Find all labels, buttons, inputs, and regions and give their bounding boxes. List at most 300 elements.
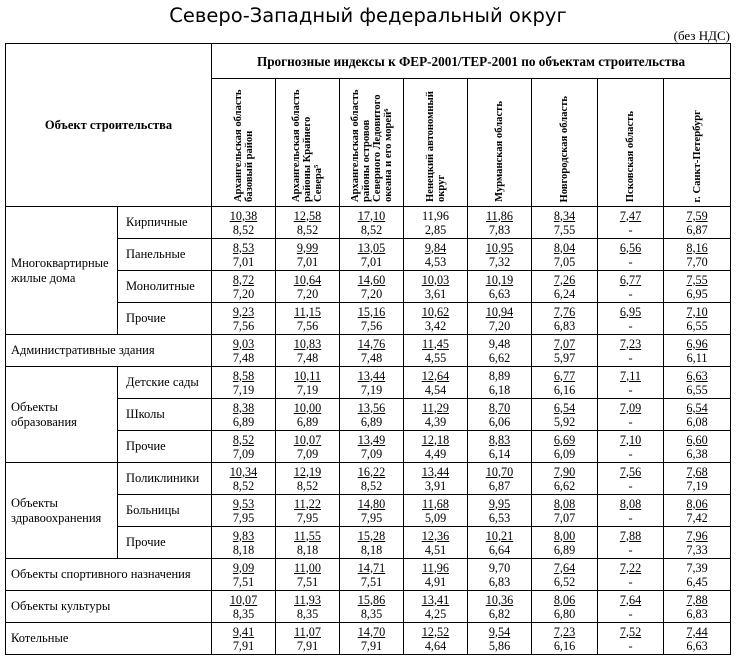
index-value-lower: 7,95 <box>296 510 319 525</box>
index-value-lower: 7,20 <box>488 318 511 333</box>
index-value-upper: 6,63 <box>686 368 708 383</box>
index-value-upper: 13,49 <box>357 432 386 447</box>
index-value-lower: 7,48 <box>360 350 383 365</box>
region-column-header <box>212 79 276 207</box>
region-column-header <box>664 79 731 207</box>
index-value-lower: - <box>628 414 633 429</box>
index-value-lower: 4,53 <box>424 254 447 269</box>
index-cell <box>404 335 468 367</box>
index-value-lower: 6,83 <box>553 318 576 333</box>
index-value-lower: - <box>628 286 633 301</box>
index-value-lower: - <box>628 638 633 653</box>
index-value-lower: 7,07 <box>553 510 576 525</box>
index-value-lower: - <box>628 446 633 461</box>
index-value-lower: 7,32 <box>488 254 511 269</box>
index-value-upper: 7,56 <box>619 464 642 479</box>
indices-header: Прогнозные индексы к ФЕР-2001/ТЕР-2001 по объектам строительства <box>212 44 731 79</box>
region-column-label: Архангельская область районы Крайнего Севера⁵ <box>291 89 324 202</box>
index-cell <box>212 207 276 239</box>
index-value-lower: 7,55 <box>553 222 576 237</box>
object-subtype-label: Больницы <box>118 495 212 527</box>
index-value-upper: 9,83 <box>232 528 255 543</box>
index-cell <box>598 239 664 271</box>
index-value-lower: 5,97 <box>553 350 576 365</box>
index-cell <box>276 495 340 527</box>
index-value-lower: 6,63 <box>488 286 511 301</box>
index-cell <box>532 623 598 655</box>
index-cell <box>212 463 276 495</box>
index-value-upper: 7,64 <box>619 592 642 607</box>
index-value-lower: - <box>628 574 633 589</box>
index-cell <box>532 591 598 623</box>
index-value-upper: 8,83 <box>488 432 511 447</box>
index-value-lower: 7,83 <box>488 222 511 237</box>
index-value-lower: - <box>628 222 633 237</box>
index-value-upper: 7,10 <box>619 432 642 447</box>
page-title: Северо-Западный федеральный округ <box>169 4 567 27</box>
index-value-lower: 2,85 <box>424 222 447 237</box>
index-value-lower: 5,92 <box>553 414 576 429</box>
index-value-upper: 10,38 <box>229 208 258 223</box>
index-value-upper: 7,26 <box>553 272 576 287</box>
region-column-label: Мурманская область <box>494 101 505 202</box>
index-value-lower: 5,09 <box>424 510 447 525</box>
index-cell <box>664 335 731 367</box>
index-value-upper: 17,10 <box>357 208 386 223</box>
index-value-upper: 6,77 <box>553 368 576 383</box>
index-value-upper: 11,68 <box>422 496 449 511</box>
index-value-lower: 7,01 <box>232 254 255 269</box>
index-value-upper: 11,00 <box>294 560 321 575</box>
index-cell <box>532 527 598 559</box>
index-cell <box>276 303 340 335</box>
index-value-upper: 7,68 <box>686 464 708 479</box>
index-cell <box>340 239 404 271</box>
index-value-upper: 7,39 <box>686 560 708 575</box>
index-cell <box>404 623 468 655</box>
index-value-lower: 7,20 <box>232 286 255 301</box>
index-value-upper: 6,60 <box>686 432 708 447</box>
index-value-upper: 7,88 <box>686 592 708 607</box>
object-subtype-label: Прочие <box>118 431 212 463</box>
index-cell <box>598 559 664 591</box>
index-value-lower: 3,61 <box>424 286 447 301</box>
index-value-upper: 9,84 <box>424 240 447 255</box>
index-value-upper: 9,48 <box>488 336 511 351</box>
index-cell <box>664 367 731 399</box>
index-value-lower: - <box>628 318 633 333</box>
index-value-lower: 7,09 <box>296 446 319 461</box>
index-value-lower: 7,51 <box>296 574 319 589</box>
index-cell <box>598 463 664 495</box>
index-value-lower: 4,51 <box>424 542 447 557</box>
index-cell <box>404 367 468 399</box>
index-cell <box>276 335 340 367</box>
index-cell <box>212 303 276 335</box>
index-value-upper: 10,62 <box>421 304 450 319</box>
index-value-upper: 15,16 <box>357 304 386 319</box>
object-subtype-label: Школы <box>118 399 212 431</box>
index-value-upper: 7,11 <box>620 368 641 383</box>
index-cell <box>212 495 276 527</box>
index-value-lower: 4,91 <box>424 574 447 589</box>
index-value-upper: 14,71 <box>357 560 386 575</box>
index-value-upper: 6,95 <box>619 304 642 319</box>
index-value-lower: 7,20 <box>296 286 319 301</box>
index-cell <box>468 431 532 463</box>
index-cell <box>532 239 598 271</box>
index-cell <box>598 271 664 303</box>
object-subtype-label: Детские сады <box>118 367 212 399</box>
index-cell <box>532 303 598 335</box>
index-value-upper: 8,08 <box>619 496 642 511</box>
index-value-lower: 6,38 <box>686 446 708 461</box>
index-value-upper: 7,23 <box>619 336 642 351</box>
index-value-upper: 7,59 <box>686 208 708 223</box>
index-value-upper: 7,96 <box>686 528 708 543</box>
index-value-lower: 6,09 <box>553 446 576 461</box>
index-cell <box>468 335 532 367</box>
index-value-upper: 7,22 <box>619 560 642 575</box>
index-value-lower: 6,87 <box>686 222 708 237</box>
index-value-upper: 8,06 <box>686 496 708 511</box>
index-cell <box>212 559 276 591</box>
region-column-label: Псковская область <box>625 110 636 202</box>
index-cell <box>340 271 404 303</box>
region-column-label: г. Санкт-Петербург <box>691 109 703 202</box>
index-value-lower: 6,52 <box>553 574 576 589</box>
index-value-lower: 7,19 <box>296 382 319 397</box>
index-cell <box>276 271 340 303</box>
index-cell <box>532 367 598 399</box>
index-value-upper: 8,38 <box>232 400 255 415</box>
index-cell <box>404 527 468 559</box>
index-value-upper: 14,60 <box>357 272 386 287</box>
index-cell <box>340 207 404 239</box>
index-cell <box>340 623 404 655</box>
index-value-upper: 9,41 <box>232 624 255 639</box>
index-value-lower: 8,35 <box>232 606 255 621</box>
index-value-lower: 6,82 <box>488 606 511 621</box>
index-value-upper: 7,88 <box>619 528 642 543</box>
index-value-upper: 11,29 <box>422 400 449 415</box>
index-cell <box>664 399 731 431</box>
index-cell <box>532 431 598 463</box>
index-value-upper: 7,64 <box>553 560 576 575</box>
index-value-upper: 10,83 <box>293 336 322 351</box>
index-value-upper: 9,09 <box>232 560 255 575</box>
index-value-lower: 6,89 <box>296 414 319 429</box>
index-value-upper: 13,44 <box>421 464 450 479</box>
index-value-lower: 7,01 <box>296 254 319 269</box>
index-value-upper: 14,80 <box>357 496 386 511</box>
index-value-lower: 6,89 <box>360 414 383 429</box>
index-cell <box>598 207 664 239</box>
index-cell <box>468 367 532 399</box>
table-row <box>6 559 731 591</box>
index-value-upper: 6,96 <box>686 336 708 351</box>
index-cell <box>468 527 532 559</box>
index-value-lower: 8,35 <box>360 606 383 621</box>
index-value-lower: 8,18 <box>296 542 319 557</box>
index-value-upper: 10,64 <box>293 272 322 287</box>
index-value-upper: 13,41 <box>421 592 450 607</box>
index-cell <box>468 399 532 431</box>
index-value-lower: 7,48 <box>232 350 255 365</box>
index-value-lower: 3,91 <box>424 478 447 493</box>
index-value-upper: 8,00 <box>553 528 576 543</box>
index-value-lower: - <box>628 606 633 621</box>
index-value-upper: 8,89 <box>488 368 511 383</box>
index-value-upper: 8,08 <box>553 496 576 511</box>
index-value-lower: 6,16 <box>553 638 576 653</box>
index-value-lower: 6,87 <box>488 478 511 493</box>
index-value-lower: 6,89 <box>232 414 255 429</box>
index-value-lower: 6,16 <box>553 382 576 397</box>
index-value-upper: 12,52 <box>421 624 450 639</box>
index-value-upper: 12,19 <box>293 464 322 479</box>
index-cell <box>276 239 340 271</box>
index-cell <box>468 271 532 303</box>
index-cell <box>404 207 468 239</box>
index-cell <box>276 591 340 623</box>
index-cell <box>664 495 731 527</box>
object-group-label: Объекты спортивного назначения <box>6 559 212 591</box>
index-value-lower: 7,91 <box>232 638 255 653</box>
table-row <box>6 335 731 367</box>
index-value-lower: 7,48 <box>296 350 319 365</box>
index-value-upper: 6,77 <box>619 272 642 287</box>
index-cell <box>664 463 731 495</box>
index-cell <box>664 431 731 463</box>
index-cell <box>404 399 468 431</box>
index-cell <box>276 399 340 431</box>
object-subtype-label: Монолитные <box>118 271 212 303</box>
index-cell <box>598 623 664 655</box>
index-cell <box>468 303 532 335</box>
index-cell <box>212 623 276 655</box>
index-cell <box>598 591 664 623</box>
region-column-label: Ненецкий автономный округ <box>424 91 447 202</box>
index-cell <box>664 239 731 271</box>
index-cell <box>532 399 598 431</box>
index-cell <box>532 559 598 591</box>
index-cell <box>276 367 340 399</box>
index-value-lower: 8,52 <box>296 478 319 493</box>
index-value-lower: - <box>628 542 633 557</box>
index-value-lower: 7,09 <box>232 446 255 461</box>
index-cell <box>340 527 404 559</box>
index-value-upper: 8,52 <box>232 432 255 447</box>
index-value-upper: 9,03 <box>232 336 255 351</box>
index-value-upper: 9,70 <box>488 560 511 575</box>
index-value-upper: 11,96 <box>422 208 449 223</box>
index-value-lower: 4,25 <box>424 606 447 621</box>
index-value-upper: 8,70 <box>488 400 511 415</box>
index-cell <box>532 207 598 239</box>
index-value-lower: 6,83 <box>488 574 511 589</box>
index-value-upper: 11,96 <box>422 560 449 575</box>
index-cell <box>532 335 598 367</box>
index-value-lower: 4,49 <box>424 446 447 461</box>
index-value-lower: 7,19 <box>686 478 708 493</box>
index-value-lower: - <box>628 382 633 397</box>
index-value-upper: 7,55 <box>686 272 708 287</box>
index-value-lower: - <box>628 350 633 365</box>
object-subtype-label: Прочие <box>118 527 212 559</box>
object-group-label: Котельные <box>6 623 212 655</box>
index-value-upper: 8,04 <box>553 240 576 255</box>
object-group-label: Многоквартирные жилые дома <box>6 207 118 335</box>
index-value-lower: 6,62 <box>488 350 511 365</box>
index-value-lower: 8,52 <box>360 222 383 237</box>
index-value-upper: 8,34 <box>553 208 576 223</box>
index-value-lower: 6,89 <box>553 542 576 557</box>
index-value-lower: 7,70 <box>686 254 708 269</box>
index-cell <box>404 239 468 271</box>
index-value-upper: 12,18 <box>421 432 450 447</box>
index-cell <box>664 623 731 655</box>
index-value-upper: 10,34 <box>229 464 258 479</box>
index-value-lower: 6,55 <box>686 318 708 333</box>
index-value-upper: 11,45 <box>422 336 449 351</box>
index-value-lower: 7,19 <box>232 382 255 397</box>
index-cell <box>276 431 340 463</box>
index-cell <box>404 559 468 591</box>
index-cell <box>404 271 468 303</box>
index-value-lower: 6,18 <box>488 382 511 397</box>
index-value-lower: 3,42 <box>424 318 447 333</box>
index-value-lower: 6,53 <box>488 510 511 525</box>
region-column-header <box>468 79 532 207</box>
index-cell <box>212 367 276 399</box>
index-value-lower: 8,18 <box>232 542 255 557</box>
index-value-upper: 8,06 <box>553 592 576 607</box>
index-value-upper: 7,47 <box>619 208 642 223</box>
index-cell <box>404 591 468 623</box>
table-row <box>6 591 731 623</box>
index-value-upper: 13,56 <box>357 400 386 415</box>
region-column-header <box>276 79 340 207</box>
index-value-upper: 16,22 <box>357 464 386 479</box>
region-column-header <box>532 79 598 207</box>
index-cell <box>598 367 664 399</box>
index-value-lower: 4,64 <box>424 638 447 653</box>
index-value-lower: 7,95 <box>232 510 255 525</box>
index-cell <box>276 463 340 495</box>
object-subtype-label: Панельные <box>118 239 212 271</box>
index-cell <box>468 207 532 239</box>
index-cell <box>664 591 731 623</box>
index-value-lower: - <box>628 510 633 525</box>
index-cell <box>340 559 404 591</box>
index-value-upper: 6,56 <box>619 240 642 255</box>
index-cell <box>340 399 404 431</box>
index-value-upper: 12,64 <box>421 368 450 383</box>
index-value-upper: 7,09 <box>619 400 642 415</box>
index-cell <box>468 591 532 623</box>
index-value-lower: 6,55 <box>686 382 708 397</box>
index-cell <box>664 559 731 591</box>
index-value-lower: 6,08 <box>686 414 708 429</box>
index-value-lower: 7,09 <box>360 446 383 461</box>
index-value-lower: 6,63 <box>686 638 708 653</box>
index-value-upper: 9,53 <box>232 496 255 511</box>
index-value-upper: 9,23 <box>232 304 255 319</box>
index-value-lower: 7,56 <box>360 318 383 333</box>
index-value-upper: 8,16 <box>686 240 708 255</box>
vat-note: (без НДС) <box>673 28 730 43</box>
index-value-lower: 7,91 <box>360 638 383 653</box>
object-subtype-label: Кирпичные <box>118 207 212 239</box>
index-value-lower: 7,91 <box>296 638 319 653</box>
index-value-upper: 8,58 <box>232 368 255 383</box>
index-value-lower: 8,52 <box>360 478 383 493</box>
index-value-upper: 15,28 <box>357 528 386 543</box>
index-cell <box>340 303 404 335</box>
index-cell <box>212 399 276 431</box>
index-value-upper: 7,44 <box>686 624 708 639</box>
index-value-upper: 9,99 <box>296 240 319 255</box>
index-value-upper: 10,21 <box>485 528 514 543</box>
index-cell <box>276 559 340 591</box>
index-value-lower: 8,18 <box>360 542 383 557</box>
index-value-upper: 14,76 <box>357 336 386 351</box>
index-cell <box>340 431 404 463</box>
index-value-lower: 7,95 <box>360 510 383 525</box>
object-group-label: Объекты культуры <box>6 591 212 623</box>
index-value-upper: 7,90 <box>553 464 576 479</box>
index-value-upper: 11,93 <box>294 592 321 607</box>
index-value-lower: 7,51 <box>360 574 383 589</box>
index-value-lower: 7,19 <box>360 382 383 397</box>
index-value-upper: 6,54 <box>686 400 708 415</box>
index-value-lower: 6,62 <box>553 478 576 493</box>
index-cell <box>276 623 340 655</box>
index-cell <box>598 495 664 527</box>
index-cell <box>598 399 664 431</box>
region-column-header <box>404 79 468 207</box>
index-value-upper: 11,86 <box>486 208 513 223</box>
object-subtype-label: Прочие <box>118 303 212 335</box>
index-value-lower: 6,14 <box>488 446 511 461</box>
index-value-lower: 7,33 <box>686 542 708 557</box>
index-cell <box>212 335 276 367</box>
index-value-lower: 6,06 <box>488 414 511 429</box>
index-cell <box>598 431 664 463</box>
index-cell <box>468 239 532 271</box>
index-cell <box>404 463 468 495</box>
index-value-lower: 6,45 <box>686 574 708 589</box>
index-cell <box>212 527 276 559</box>
index-value-upper: 7,76 <box>553 304 576 319</box>
index-value-lower: 7,56 <box>232 318 255 333</box>
index-value-upper: 11,55 <box>294 528 321 543</box>
index-value-lower: 4,39 <box>424 414 447 429</box>
index-cell <box>598 335 664 367</box>
index-value-lower: 4,55 <box>424 350 447 365</box>
index-cell <box>276 207 340 239</box>
index-value-upper: 10,36 <box>485 592 514 607</box>
index-value-lower: 6,64 <box>488 542 511 557</box>
object-group-label: Объекты здравоохранения <box>6 463 118 559</box>
index-cell <box>340 591 404 623</box>
index-cell <box>532 271 598 303</box>
table-row <box>6 463 731 495</box>
object-subtype-label: Поликлиники <box>118 463 212 495</box>
index-value-upper: 9,54 <box>488 624 511 639</box>
index-cell <box>468 495 532 527</box>
